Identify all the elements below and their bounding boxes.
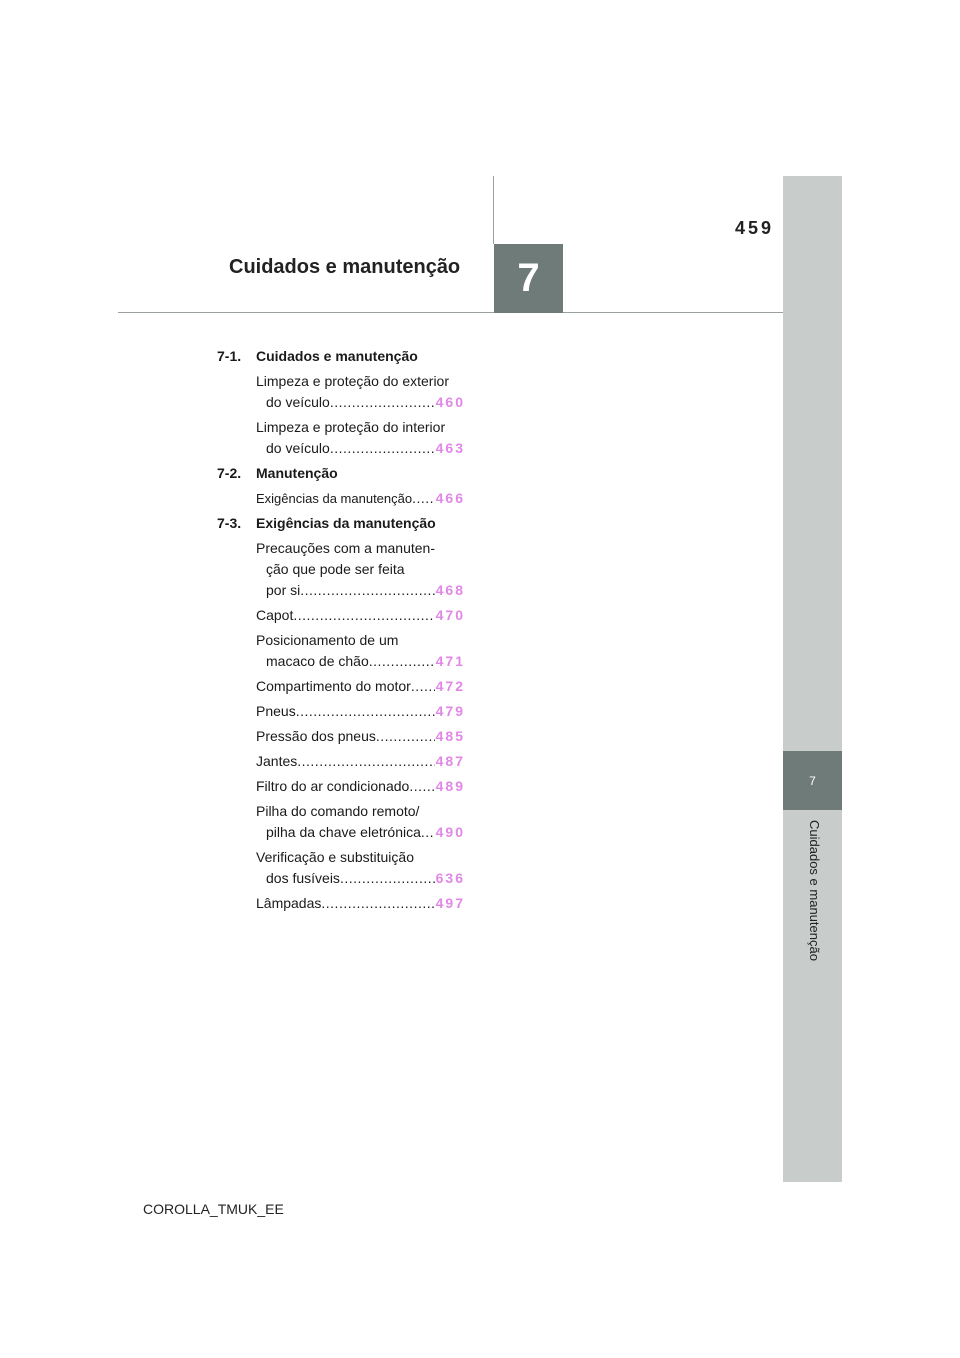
entry-text: do veículo [266,440,330,456]
page-reference-link[interactable]: 471 [435,653,465,669]
side-thumb-strip [783,176,842,1182]
toc-section-7-3 [217,513,465,534]
entry-text: Filtro do ar condicionado [256,778,410,794]
entry-text: por si [266,582,301,598]
page-reference-link[interactable]: 463 [435,440,465,456]
section-number: 7-3. [217,515,242,531]
toc-section-7-1 [217,346,465,367]
entry-text: Capot [256,607,294,623]
toc-entry[interactable] [256,726,465,747]
entry-text: dos fusíveis [266,870,340,886]
entry-text: Pneus [256,703,296,719]
side-chapter-tab[interactable]: 7 [783,751,842,810]
dot-leader [340,868,435,889]
toc-entry[interactable] [256,676,465,697]
toc-entry[interactable] [256,417,465,459]
page-number: 459 [735,218,775,238]
toc-entry[interactable] [256,751,465,772]
toc-entry[interactable] [256,893,465,914]
entry-text: Limpeza e proteção do interior [256,419,446,435]
entry-text: macaco de chão [266,653,369,669]
section-number: 7-2. [217,465,242,481]
entry-text: Pressão dos pneus [256,728,376,744]
toc-entry[interactable] [256,776,465,797]
page-reference-link[interactable]: 497 [435,895,465,911]
dot-leader [300,580,434,601]
page-reference-link[interactable]: 466 [435,490,465,506]
toc-entry[interactable] [256,801,465,843]
toc-entry[interactable] [256,605,465,626]
page-reference-link[interactable]: 490 [435,824,465,840]
dot-leader [421,822,435,843]
page-reference-link[interactable]: 468 [435,582,465,598]
page-reference-link[interactable]: 460 [435,394,465,410]
section-number: 7-1. [217,348,242,364]
entry-text: pilha da chave eletrónica [266,824,421,840]
entry-text: Posicionamento de um [256,632,399,648]
entry-text: Compartimento do motor [256,678,411,694]
toc-section-7-2 [217,463,465,484]
page-reference-link[interactable]: 470 [435,607,465,623]
dot-leader [321,893,434,914]
toc-entry[interactable] [256,630,465,672]
chapter-number-box: 7 [494,244,563,313]
toc-entry[interactable] [256,371,465,413]
entry-text: Lâmpadas [256,895,322,911]
dot-leader [369,651,435,672]
document-footer-code: COROLLA_TMUK_EE [143,1201,284,1217]
header-horizontal-rule [118,312,783,313]
page-reference-link[interactable]: 489 [435,778,465,794]
entry-text: Pilha do comando remoto/ [256,803,420,819]
page-reference-link[interactable]: 487 [435,753,465,769]
dot-leader [330,438,435,459]
page-reference-link[interactable]: 636 [435,870,465,886]
side-chapter-label: Cuidados e manutenção [807,820,822,961]
section-title: Cuidados e manutenção [256,348,418,364]
dot-leader [293,605,434,626]
entry-text: Jantes [256,753,298,769]
toc-entry[interactable] [256,488,465,509]
page-reference-link[interactable]: 472 [435,678,465,694]
entry-text: Limpeza e proteção do exterior [256,373,449,389]
section-title: Exigências da manutenção [256,515,436,531]
dot-leader [409,776,434,797]
toc-entry[interactable] [256,847,465,889]
section-title: Manutenção [256,465,338,481]
toc-entry[interactable] [256,701,465,722]
page-reference-link[interactable]: 485 [435,728,465,744]
dot-leader [330,392,435,413]
entry-text: Verificação e substituição [256,849,414,865]
dot-leader [297,751,434,772]
dot-leader [376,726,435,747]
dot-leader [296,701,435,722]
dot-leader [412,488,435,509]
toc-entry[interactable] [256,538,465,601]
entry-text: Precauções com a manuten- [256,540,435,556]
entry-text: do veículo [266,394,330,410]
table-of-contents [217,346,465,918]
dot-leader [411,676,435,697]
entry-text: ção que pode ser feita [266,561,405,577]
header-vertical-rule [493,176,494,244]
chapter-title: Cuidados e manutenção [229,256,461,278]
entry-text: Exigências da manutenção [256,491,413,506]
page-reference-link[interactable]: 479 [435,703,465,719]
